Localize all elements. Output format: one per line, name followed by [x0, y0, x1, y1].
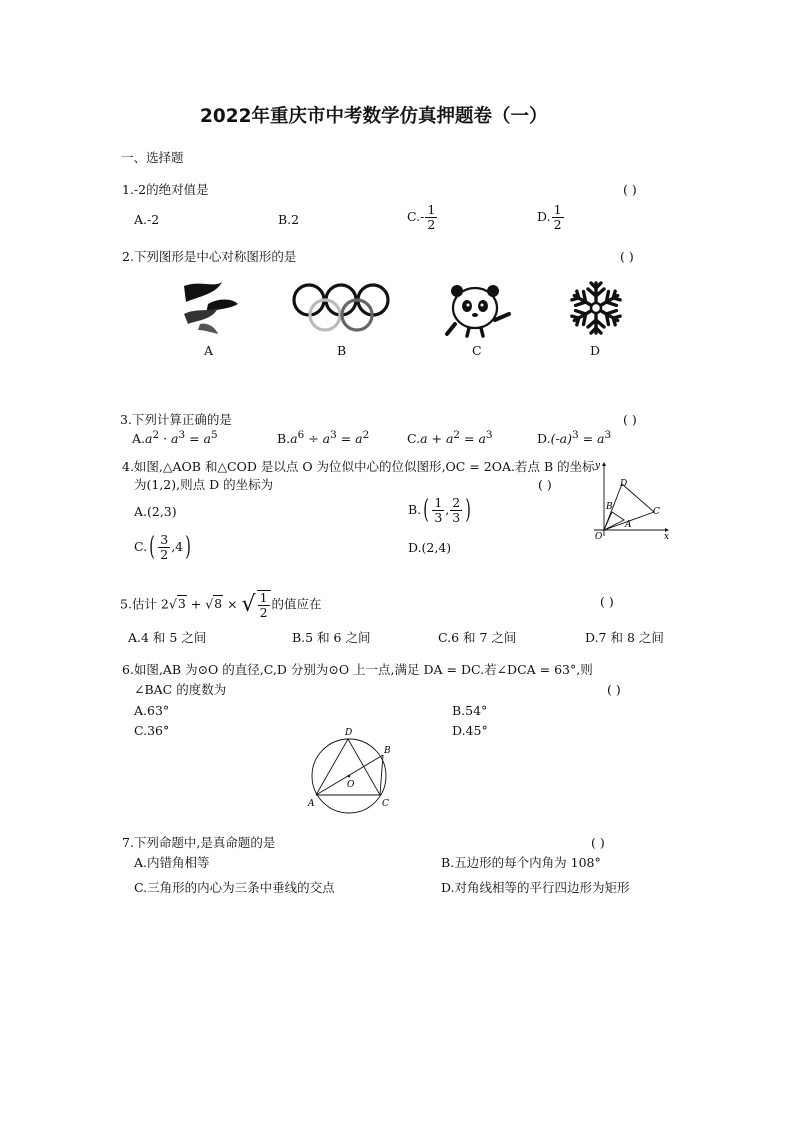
q5-times: ×: [223, 596, 242, 612]
q5-radicand2: 8: [214, 596, 223, 612]
q3-b-exp1: 6: [297, 429, 305, 441]
q7-option-a[interactable]: A.内错角相等: [134, 855, 210, 870]
q3-c-exp1: 2: [453, 429, 461, 441]
q3-b-term2: ÷ a: [304, 431, 331, 447]
q2-figure-b-rings[interactable]: [291, 283, 391, 333]
q5-answer-blank[interactable]: ( ): [600, 594, 614, 609]
q6-option-a[interactable]: A.63°: [134, 703, 170, 718]
q3-option-a[interactable]: [132, 430, 218, 446]
q1-stem: 1.-2的绝对值是: [122, 182, 209, 197]
q3-a-term1: a: [145, 431, 153, 447]
q2-stem: 2.下列图形是中心对称图形的是: [122, 249, 297, 264]
q1-option-c-prefix: C.-: [407, 208, 425, 224]
sqrt-icon: √: [241, 591, 256, 617]
q1-d-numerator: 1: [553, 202, 562, 217]
q7-stem: 7.下列命题中,是真命题的是: [122, 835, 276, 850]
section-heading: 一、选择题: [121, 150, 184, 165]
q4-fig-y-label: y: [595, 461, 601, 471]
sqrt-icon: √: [168, 596, 177, 612]
q4-c-label: C.: [134, 538, 148, 554]
q4-b-den1: 3: [434, 509, 443, 525]
q3-b-exp2: 3: [330, 429, 337, 441]
q5-radicand1: 3: [177, 596, 186, 612]
q4-b-den2: 3: [452, 509, 461, 525]
q2-label-c: C: [472, 343, 482, 358]
q4-option-c[interactable]: [134, 533, 193, 562]
q4-c-tail: ,4: [171, 538, 184, 554]
q4-fig-x-label: x: [664, 532, 670, 542]
q5-option-a[interactable]: A.4 和 5 之间: [128, 630, 207, 645]
q6-fig-c-label: C: [382, 799, 389, 809]
q2-answer-blank[interactable]: ( ): [620, 249, 634, 264]
q1-answer-blank[interactable]: ( ): [623, 182, 637, 197]
q2-figure-c-panda[interactable]: [443, 280, 513, 338]
q4-stem-line2: 为(1,2),则点 D 的坐标为: [134, 477, 274, 492]
q3-option-d[interactable]: [537, 430, 611, 446]
q1-c-numerator: 1: [427, 202, 436, 217]
q4-option-d[interactable]: D.(2,4): [408, 540, 452, 555]
q2-figure-a-emblem[interactable]: [178, 278, 240, 338]
q6-option-c[interactable]: C.36°: [134, 723, 170, 738]
q3-a-term3: = a: [185, 431, 211, 447]
q3-c-exp2: 3: [485, 429, 493, 441]
q4-fig-b-label: B: [606, 502, 613, 512]
q4-option-a[interactable]: A.(2,3): [134, 504, 177, 519]
q6-fig-d-label: D: [345, 728, 353, 738]
q4-b-num1: 1: [434, 495, 443, 510]
q4-figure-coordinate: [592, 460, 672, 542]
q3-a-exp1: 2: [152, 429, 160, 441]
q5-frac-num: 1: [259, 590, 268, 605]
q6-figure-circle: [304, 724, 394, 812]
q3-a-exp3: 5: [210, 429, 218, 441]
q4-c-open-paren: (: [149, 532, 155, 563]
q5-plus: +: [186, 596, 206, 612]
q6-option-d[interactable]: D.45°: [452, 723, 488, 738]
q3-a-label: A.: [132, 431, 146, 447]
q4-fig-a-label: A: [625, 520, 632, 530]
q7-option-c[interactable]: C.三角形的内心为三条中垂线的交点: [134, 880, 335, 895]
q7-answer-blank[interactable]: ( ): [591, 835, 605, 850]
q3-d-term2: = a: [578, 431, 605, 447]
q3-d-label: D.: [537, 431, 551, 447]
q4-b-open-paren: (: [423, 495, 430, 526]
q3-b-label: B.: [277, 431, 291, 447]
sqrt-icon: √: [205, 596, 214, 612]
q3-b-term3: = a: [336, 431, 363, 447]
q5-prefix: 5.估计 2: [120, 596, 169, 612]
q1-option-a[interactable]: A.-2: [134, 212, 160, 227]
q3-answer-blank[interactable]: ( ): [623, 412, 637, 427]
q3-c-term1: a + a: [420, 431, 454, 447]
q4-b-close-paren: ): [465, 495, 472, 526]
q3-a-exp2: 3: [178, 429, 186, 441]
q6-stem-line2: ∠BAC 的度数为: [134, 682, 227, 697]
q2-label-d: D: [590, 343, 601, 358]
q3-option-b[interactable]: [277, 430, 369, 446]
q6-fig-a-label: A: [308, 799, 315, 809]
q4-option-b[interactable]: B.( $\frac{1}{3}$ , $\frac{2}{3}$ ): [408, 495, 472, 526]
q4-fig-o-label: O: [595, 532, 603, 542]
q3-option-c[interactable]: [407, 430, 493, 446]
q7-option-d[interactable]: D.对角线相等的平行四边形为矩形: [441, 880, 630, 895]
q2-label-a: A: [204, 343, 214, 358]
q3-d-exp2: 3: [604, 429, 612, 441]
q1-option-d-prefix: D.: [537, 208, 551, 224]
q4-fig-d-label: D: [620, 479, 628, 489]
q6-fig-b-label: B: [384, 746, 391, 756]
q3-d-term1: (-a): [550, 431, 572, 447]
q3-stem: 3.下列计算正确的是: [120, 412, 232, 427]
page-title: 2022年重庆市中考数学仿真押题卷（一）: [200, 106, 548, 127]
q1-option-d[interactable]: [537, 203, 565, 232]
q5-frac-den: 2: [259, 604, 268, 620]
q5-option-c[interactable]: C.6 和 7 之间: [438, 630, 517, 645]
q6-fig-o-label: O: [347, 780, 355, 790]
q5-option-d[interactable]: D.7 和 8 之间: [585, 630, 664, 645]
q3-c-term2: = a: [460, 431, 486, 447]
q6-option-b[interactable]: B.54°: [452, 703, 488, 718]
q3-b-exp3: 2: [362, 429, 370, 441]
q1-option-b[interactable]: B.2: [278, 212, 300, 227]
q2-label-b: B: [337, 343, 347, 358]
q7-option-b[interactable]: B.五边形的每个内角为 108°: [441, 855, 601, 870]
q6-stem-line1: 6.如图,AB 为⊙O 的直径,C,D 分别为⊙O 上一点,满足 DA = DC.若∠DCA = 63°,则: [122, 662, 593, 677]
q3-b-term1: a: [290, 431, 298, 447]
q5-stem: [120, 590, 322, 620]
q4-c-num: 3: [160, 532, 169, 547]
q1-option-c[interactable]: [407, 203, 438, 232]
q4-c-close-paren: ): [185, 532, 192, 563]
q1-d-denominator: 2: [553, 216, 562, 232]
q3-a-term2: · a: [159, 431, 179, 447]
q4-answer-blank[interactable]: ( ): [538, 477, 552, 492]
q4-b-num2: 2: [452, 495, 461, 510]
q5-option-b[interactable]: B.5 和 6 之间: [292, 630, 371, 645]
q4-fig-c-label: C: [653, 507, 660, 517]
q4-b-label: B.: [408, 501, 422, 517]
q4-stem-line1: 4.如图,△AOB 和△COD 是以点 O 为位似中心的位似图形,OC = 2OA.若点 B 的坐标: [122, 459, 595, 474]
q2-figure-d-snowflake[interactable]: [566, 279, 626, 337]
q1-c-denominator: 2: [427, 216, 436, 232]
q3-d-exp1: 3: [572, 429, 579, 441]
q3-c-label: C.: [407, 431, 421, 447]
q6-answer-blank[interactable]: ( ): [607, 682, 621, 697]
q5-suffix: 的值应在: [271, 596, 322, 612]
q4-c-den: 2: [160, 546, 169, 562]
